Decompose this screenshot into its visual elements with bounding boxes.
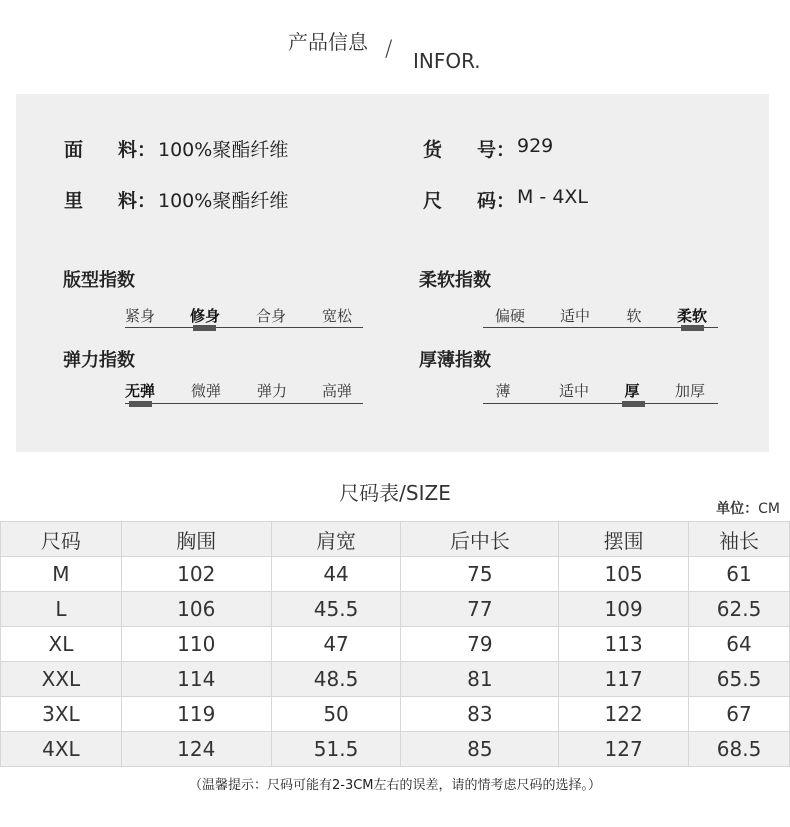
table-cell: 113 <box>559 627 689 662</box>
table-row <box>1 662 790 697</box>
item-label-a: 货 <box>423 139 443 161</box>
header-chest: 胸围 <box>121 522 271 557</box>
elasticity-option-2: 弹力 <box>256 382 287 400</box>
table-cell: 3XL <box>1 697 122 732</box>
thickness-option-2: 厚 <box>624 382 640 400</box>
thickness-selected-marker <box>622 401 645 407</box>
table-cell: 62.5 <box>689 592 790 627</box>
table-cell: 127 <box>559 732 689 767</box>
size-value: M - 4XL <box>517 186 589 208</box>
table-cell: 102 <box>121 557 271 592</box>
table-cell: 77 <box>401 592 559 627</box>
table-cell: 45.5 <box>271 592 401 627</box>
table-row <box>1 592 790 627</box>
fit-selected-marker <box>193 325 216 331</box>
fit-option-1: 修身 <box>189 307 220 325</box>
thickness-index-title: 厚薄指数 <box>419 350 491 371</box>
softness-option-0: 偏硬 <box>494 307 525 325</box>
fit-option-2: 合身 <box>255 307 286 325</box>
table-cell: 110 <box>121 627 271 662</box>
table-cell: L <box>1 592 122 627</box>
softness-option-1: 适中 <box>559 307 590 325</box>
table-cell: 64 <box>689 627 790 662</box>
header-hem: 摆围 <box>559 522 689 557</box>
softness-selected-marker <box>681 325 704 331</box>
size-table-header-row <box>1 522 790 557</box>
table-cell: 4XL <box>1 732 122 767</box>
table-cell: 65.5 <box>689 662 790 697</box>
table-cell: 61 <box>689 557 790 592</box>
unit-label <box>716 498 780 518</box>
title-separator: / <box>385 37 393 62</box>
table-row <box>1 732 790 767</box>
lining-label-b: 料： <box>118 190 157 212</box>
thickness-option-1: 适中 <box>558 382 589 400</box>
table-cell: 81 <box>401 662 559 697</box>
item-label-b: 号： <box>477 139 516 161</box>
softness-index-title: 柔软指数 <box>419 270 491 291</box>
table-cell: 67 <box>689 697 790 732</box>
table-cell: 83 <box>401 697 559 732</box>
table-cell: 44 <box>271 557 401 592</box>
softness-option-3: 柔软 <box>676 307 707 325</box>
table-cell: 122 <box>559 697 689 732</box>
thickness-option-0: 薄 <box>495 382 511 400</box>
table-row <box>1 557 790 592</box>
table-cell: 124 <box>121 732 271 767</box>
table-cell: 117 <box>559 662 689 697</box>
lining-label-a: 里 <box>64 190 84 212</box>
section-title-cn: 产品信息 <box>288 30 368 54</box>
fabric-label-a: 面 <box>64 139 84 161</box>
fit-option-3: 宽松 <box>321 307 352 325</box>
table-cell: XL <box>1 627 122 662</box>
table-cell: 51.5 <box>271 732 401 767</box>
table-row <box>1 627 790 662</box>
table-cell: 114 <box>121 662 271 697</box>
table-cell: M <box>1 557 122 592</box>
header-size: 尺码 <box>1 522 122 557</box>
table-cell: 85 <box>401 732 559 767</box>
size-table-title: 尺码表/SIZE <box>339 481 451 505</box>
elasticity-option-0: 无弹 <box>124 382 155 400</box>
fit-scale-line <box>125 327 363 328</box>
table-cell: 48.5 <box>271 662 401 697</box>
table-row <box>1 697 790 732</box>
table-cell: 75 <box>401 557 559 592</box>
size-tip-note: （温馨提示：尺码可能有2-3CM左右的误差，请的情考虑尺码的选择。） <box>188 778 602 793</box>
section-title-en: INFOR. <box>413 49 481 73</box>
elasticity-index-title: 弹力指数 <box>63 350 135 371</box>
table-cell: 50 <box>271 697 401 732</box>
table-cell: 106 <box>121 592 271 627</box>
thickness-option-3: 加厚 <box>674 382 705 400</box>
fit-option-0: 紧身 <box>124 307 155 325</box>
header-shoulder: 肩宽 <box>271 522 401 557</box>
elasticity-selected-marker <box>129 401 152 407</box>
table-cell: 105 <box>559 557 689 592</box>
softness-option-2: 软 <box>626 307 642 325</box>
elasticity-option-3: 高弹 <box>321 382 352 400</box>
table-cell: 68.5 <box>689 732 790 767</box>
fabric-value: 100%聚酯纤维 <box>158 139 289 161</box>
item-value: 929 <box>517 135 554 157</box>
thickness-scale-line <box>483 403 718 404</box>
fabric-label-b: 料： <box>118 139 157 161</box>
table-cell: 79 <box>401 627 559 662</box>
header-back-length: 后中长 <box>401 522 559 557</box>
size-table <box>0 521 790 767</box>
unit-value: CM <box>758 501 780 517</box>
elasticity-scale-line <box>125 403 363 404</box>
table-cell: 47 <box>271 627 401 662</box>
lining-value: 100%聚酯纤维 <box>158 190 289 212</box>
fit-index-title: 版型指数 <box>63 270 135 291</box>
unit-label-text: 单位： <box>716 501 759 517</box>
table-cell: 109 <box>559 592 689 627</box>
table-cell: 119 <box>121 697 271 732</box>
elasticity-option-1: 微弹 <box>190 382 221 400</box>
size-label-b: 码： <box>477 190 516 212</box>
header-sleeve: 袖长 <box>689 522 790 557</box>
size-label-a: 尺 <box>423 190 443 212</box>
table-cell: XXL <box>1 662 122 697</box>
